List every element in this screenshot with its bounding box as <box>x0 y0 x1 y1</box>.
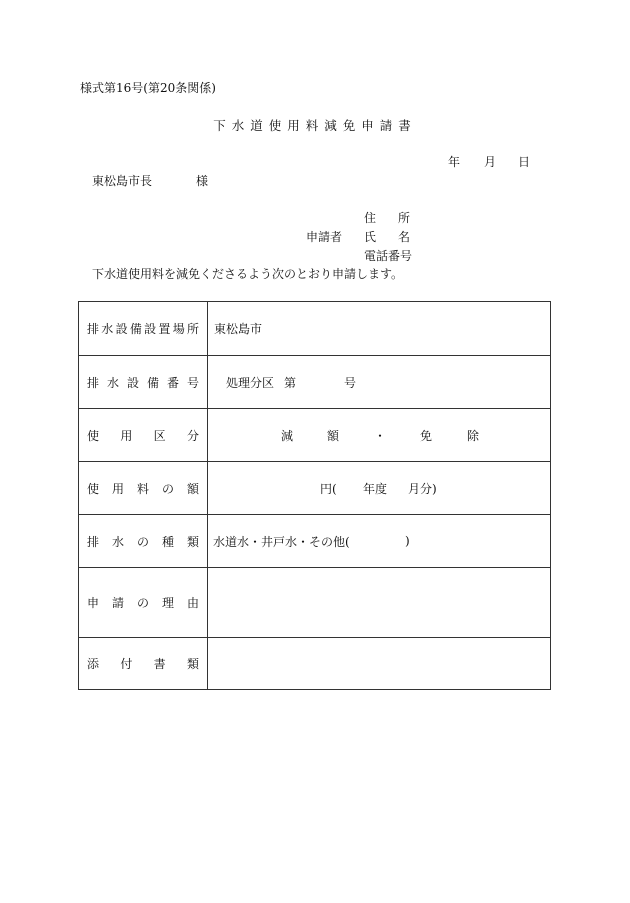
date-day: 日 <box>518 155 531 169</box>
row-label: 排水の種類 <box>79 515 208 567</box>
name-label: 氏名 <box>364 230 410 244</box>
fee-nendo: 年度 <box>363 481 388 496</box>
row-label: 排水設備番号 <box>79 356 208 408</box>
document-title: 下水道使用料減免申請書 <box>213 118 417 133</box>
facility-dai: 第 <box>284 375 297 390</box>
form-number: 様式第16号(第20条関係) <box>80 81 216 95</box>
addressee-honorific: 様 <box>196 174 209 188</box>
addressee-name: 東松島市長 <box>92 174 153 188</box>
row-label: 使用区分 <box>79 409 208 461</box>
application-table <box>78 301 551 690</box>
attachments-value[interactable] <box>208 638 550 689</box>
table-row-water-type <box>79 514 550 567</box>
fee-amount-value[interactable] <box>208 462 550 514</box>
row-label: 排水設備設置場所 <box>79 302 208 355</box>
water-type-value[interactable] <box>208 515 550 567</box>
applicant-label: 申請者 <box>306 230 343 244</box>
table-row-attachments <box>79 637 550 689</box>
table-row-fee-amount <box>79 461 550 514</box>
row-label: 添付書類 <box>79 638 208 689</box>
table-row-facility-number <box>79 355 550 408</box>
usage-gen: 減 <box>281 428 294 443</box>
usage-category-value[interactable] <box>208 409 550 461</box>
phone-label: 電話番号 <box>364 249 413 263</box>
usage-dot: ・ <box>374 428 387 443</box>
fee-tsuki: 月分) <box>408 481 437 496</box>
location-value[interactable] <box>208 302 550 355</box>
water-type-options: 水道水・井戸水・その他( <box>213 534 350 549</box>
usage-gaku: 額 <box>327 428 340 443</box>
table-row-location <box>79 302 550 355</box>
table-row-usage-category <box>79 408 550 461</box>
water-type-close: ) <box>405 534 410 548</box>
reason-value[interactable] <box>208 568 550 637</box>
usage-men: 免 <box>420 428 433 443</box>
facility-number-value[interactable] <box>208 356 550 408</box>
row-label: 申請の理由 <box>79 568 208 637</box>
date-year: 年 <box>448 155 461 169</box>
facility-go: 号 <box>344 375 357 390</box>
request-sentence: 下水道使用料を減免くださるよう次のとおり申請します。 <box>92 267 404 281</box>
address-label: 住所 <box>364 211 410 225</box>
fee-en: 円( <box>320 481 337 496</box>
row-label: 使用料の額 <box>79 462 208 514</box>
location-text: 東松島市 <box>214 322 263 336</box>
usage-jo: 除 <box>467 428 480 443</box>
table-row-reason <box>79 567 550 637</box>
facility-prefix: 処理分区 <box>226 375 275 390</box>
date-month: 月 <box>484 155 497 169</box>
